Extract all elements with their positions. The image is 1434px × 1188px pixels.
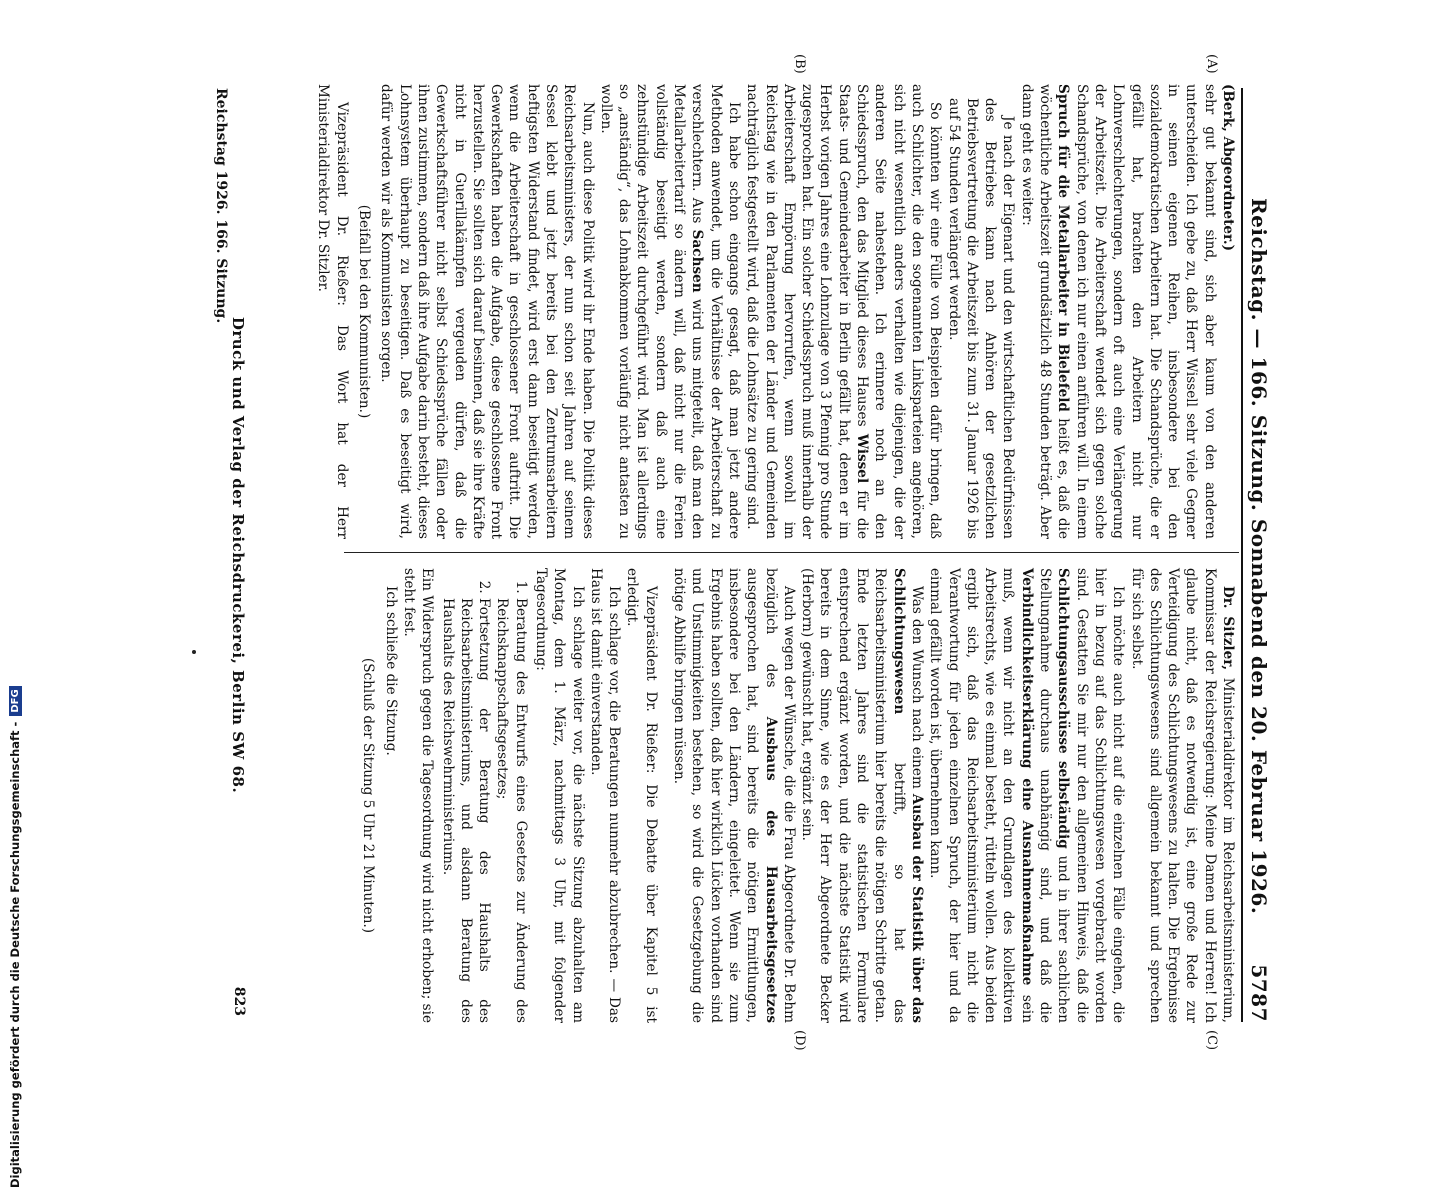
ink-dot xyxy=(192,650,196,654)
page-number: 5787 xyxy=(1247,964,1271,1022)
speaker-label: (Berk, Abgeordneter.) xyxy=(1220,84,1236,252)
right-paragraph-4: Auch wegen der Wünsche, die die Frau Abgeordnete Dr. Behm bezüglich des Ausbaus des Hausarbeitsgesetzes ausgesprochen hat, sind bereits die nötigen Ermittlungen, insbesondere bei den Ländern, eingeleitet. Wenn sie zum Ergebnis haben sollten, daß hier wirklich Lücken vorhanden sind und Unstimmigkeiten bestehen, so wird die Gesetzgebung die nötige Abhilfe bringen müssen. xyxy=(671,568,797,1023)
right-column xyxy=(337,568,1237,1023)
column-divider xyxy=(344,552,1239,553)
left-paragraph-5: Vizepräsident Dr. Rießer: Das Wort hat der Herr Ministerialdirektor Dr. Sitzler. xyxy=(315,84,350,539)
margin-marker-a: (A) xyxy=(1204,54,1219,74)
agenda-item: 1. Beratung des Entwurfs eines Gesetzes zur Änderung des Reichsknappschaftsgesetzes; xyxy=(493,598,530,1023)
closing-note: (Schluß der Sitzung 5 Uhr 21 Minuten.) xyxy=(360,657,377,934)
rotated-document-page xyxy=(197,54,1277,1051)
right-paragraph-5: Vizepräsident Dr. Rießer: Die Debatte über Kapitel 5 ist erledigt. xyxy=(624,568,659,1023)
agenda-item: 2. Fortsetzung der Beratung des Haushalts des Reichsarbeitsministeriums, und alsdann Beratung des Haushalts des Reichswehrministeriums. xyxy=(438,598,493,1023)
applause-note: (Beifall bei den Kommunisten.) xyxy=(356,204,373,419)
right-paragraph-2: Ich möchte auch nicht auf die einzelnen Fälle eingehen, die hier in bezug auf das Schlichtungswesen vorgebracht worden sind. Gestatten Sie mir nur den allgemeinen Hinweis, daß die Schlichtungsausschüsse selbständig und in ihrer sachlichen Stellungnahme durchaus unabhängig sind, und daß die Verbindlichkeitserklärung eine Ausnahmemaßnahme sein muß, wenn wir nicht an den Grundlagen des kollektiven Arbeitsrechts, wie es einmal besteht, rütteln wollen. Aus beiden ergibt sich, daß das Reichsarbeitsministerium nicht die Verantwortung für jeden einzelnen Spruch, der hier und da einmal gefällt worden ist, übernehmen kann. xyxy=(927,568,1127,1024)
agenda-list xyxy=(438,568,529,1023)
margin-marker-c: (C) xyxy=(1204,1030,1219,1051)
margin-marker-b: (B) xyxy=(792,54,807,74)
digitization-credit-text: Digitalisierung gefördert durch die Deutsche Forschungsgemeinschaft - xyxy=(8,721,22,1188)
printer-imprint: Druck und Verlag der Reichsdruckerei, Berlin SW 68. xyxy=(229,316,247,794)
margin-marker-d: (D) xyxy=(792,1030,807,1051)
left-paragraph-4: Nun, auch diese Politik wird ihr Ende haben. Die Politik dieses Reichsarbeitsministers, der nun schon seit Jahren auf seinem Sessel klebt und jetzt bereits bei den Zentrumsarbeitern heftigsten Widerstand findet, wird erst dann beseitigt werden, wenn die Arbeiterschaft in geschlossener Front auftritt. Die Gewerkschaften haben die Aufgabe, diese geschlossene Front herzustellen. Sie sollten sich darauf besinnen, daß sie ihre Kräfte nicht in Guerillakämpfen vergeuden dürfen, daß die Gewerkschaftsführer nicht selbst Schiedssprüche fällen oder ihnen zustimmen, sondern daß ihre Aufgabe darin besteht, dieses Lohnsystem überhaupt zu beseitigen. Daß es beseitigt wird, dafür werden wir als Kommunisten sorgen. xyxy=(378,84,596,539)
digitization-credit xyxy=(7,388,23,1188)
right-paragraph-3: Was den Wunsch nach einem Ausbau der Statistik über das Schlichtungswesen betrifft, so hat das Reichsarbeitsministerium hier bereits die nötigen Schritte getan. Ende letzten Jahres sind die statistischen Formulare entsprechend ergänzt worden, und die nächste Statistik wird bereits in dem Sinne, wie es der Herr Abgeordnete Becker (Herborn) gewünscht hat, ergänzt sein. xyxy=(799,568,925,1024)
left-paragraph-3: Ich habe schon eingangs gesagt, daß man jetzt andere Methoden anwendet, um die Verhältnisse der Arbeiterschaft zu verschlechtern. Aus Sachsen wird uns mitgeteilt, daß man den Metallarbeitertarif so ändern will, daß nicht nur die Ferien vollständig beseitigt werden, sondern daß auch eine zehnstündige Arbeitszeit durchgeführt wird. Man ist allerdings so „anständig“, das Lohnabkommen vorläufig nicht antasten zu wollen. xyxy=(597,84,742,539)
dfg-logo: DFG xyxy=(9,686,22,715)
footer-session-label: Reichstag 1926. 166. Sitzung. xyxy=(213,88,229,324)
left-paragraph-1: sehr gut bekannt sind, sich aber kaum von den anderen unterscheiden. Ich gebe zu, daß Herr Wissell sehr viele Gegner in seinen eigenen Reihen, insbesondere bei den sozialdemokratischen Arbeitern hat. Die Schandsprüche, die er gefällt hat, brachten den Arbeitern nicht nur Lohnverschlechterungen, sondern oft auch eine Verlängerung der Arbeitszeit. Die Arbeiterschaft wendet sich gegen solche Schandsprüche, von denen ich nur einen anführen will. In einem Spruch für die Metallarbeiter in Bielefeld heißt es, daß die wöchentliche Arbeitszeit grundsätzlich 48 Stunden beträgt. Aber dann geht es weiter: xyxy=(1018,84,1218,540)
footer-page-number: 823 xyxy=(231,986,247,1016)
right-paragraph-8: Ein Widerspruch gegen die Tagesordnung wird nicht erhoben; sie steht fest. xyxy=(400,568,436,1023)
right-paragraph-9: Ich schließe die Sitzung. xyxy=(382,586,399,756)
quoted-ruling: Je nach der Eigenart und den wirtschaftlichen Bedürfnissen des Betriebes kann nach Anhören der gesetzlichen Betriebsvertretung die Arbeitszeit bis zum 31. Januar 1926 bis auf 54 Stunden verlängert werden. xyxy=(945,98,1017,539)
right-paragraph-6: Ich schlage vor, die Beratungen nunmehr abzubrechen. — Das Haus ist damit einverstanden. xyxy=(587,568,623,1023)
page-header-title: Reichstag. — 166. Sitzung. Sonnabend den 20. Februar 1926. xyxy=(1247,198,1271,915)
left-column xyxy=(315,84,1237,540)
right-paragraph-7: Ich schlage weiter vor, die nächste Sitzung abzuhalten am Montag, dem 1. März, nachmittags 3 Uhr, mit folgender Tagesordnung: xyxy=(533,568,586,1023)
page-header xyxy=(1241,88,1275,1022)
right-paragraph-1: Dr. Sitzler, Ministerialdirektor im Reichsarbeitsministerium, Kommissar der Reichsregierung: Meine Damen und Herren! Ich glaube nicht, daß es notwendig ist, eine große Rede zur Verteidigung des Schlichtungswesens zu halten. Die Ergebnisse des Schlichtungswesens sind allgemein bekannt und sprechen für sich selbst. xyxy=(1128,568,1236,1024)
left-paragraph-2: So könnten wir eine Fülle von Beispielen dafür bringen, daß auch Schlichter, die den sogenannten Linksparteien angehören, sich nicht wesentlich anders verhalten wie diejenigen, die der anderen Seite nahestehen. Ich erinnere noch an den Schiedsspruch, den das Mitglied dieses Hauses Wissel für die Staats- und Gemeindearbeiter in Berlin gefällt hat, denen er im Herbst vorigen Jahres eine Lohnzulage von 3 Pfennig pro Stunde zugesprochen hat. Ein solcher Schiedsspruch muß innerhalb der Arbeiterschaft Empörung hervorrufen, wenn sowohl im Reichstag wie in den Parlamenten der Länder und Gemeinden nachträglich festgestellt wird, daß die Lohnsätze zu gering sind. xyxy=(744,84,944,539)
